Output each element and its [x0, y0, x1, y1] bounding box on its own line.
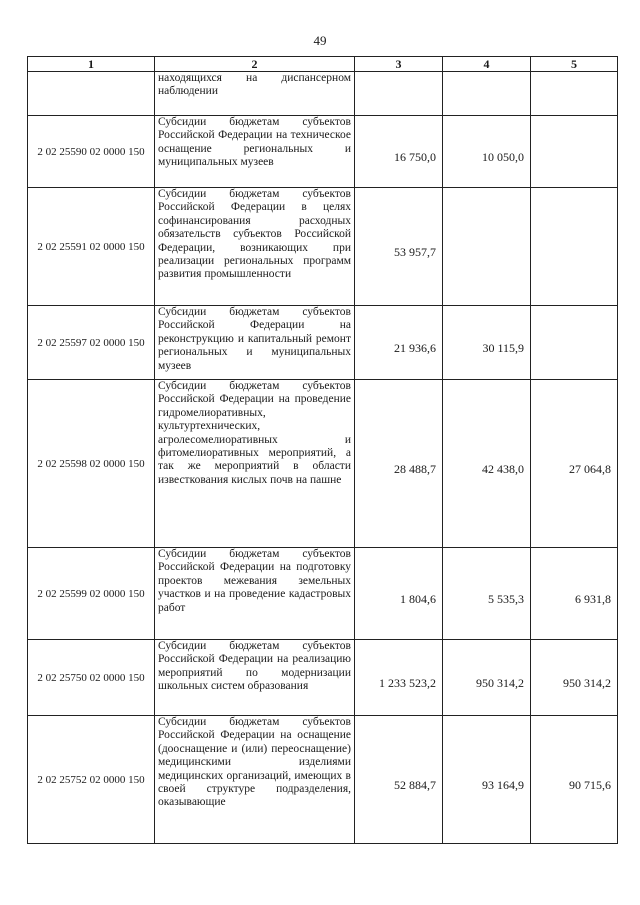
- column-header-1: 1: [28, 57, 155, 72]
- value-col-3: 16 750,0: [355, 116, 443, 188]
- page-number: 49: [313, 33, 327, 48]
- value-col-5: 950 314,2: [531, 640, 618, 716]
- column-header-3: 3: [355, 57, 443, 72]
- value-col-3: 52 884,7: [355, 716, 443, 844]
- table-header-row: [28, 57, 618, 72]
- value-col-5: [531, 188, 618, 306]
- value-col-3: 53 957,7: [355, 188, 443, 306]
- column-header-4: 4: [443, 57, 531, 72]
- table-row: [28, 306, 618, 380]
- value-col-3: 28 488,7: [355, 380, 443, 548]
- budget-code: [28, 72, 155, 116]
- description: Субсидии бюджетам субъектов Российской Федерации на подготовку проектов межевания земельных участков и на проведение кадастровых работ: [155, 548, 355, 640]
- table-row: [28, 116, 618, 188]
- budget-code: 2 02 25597 02 0000 150: [28, 306, 155, 380]
- value-col-4: [443, 188, 531, 306]
- value-col-5: 90 715,6: [531, 716, 618, 844]
- description: Субсидии бюджетам субъектов Российской Федерации на техническое оснащение региональных и муниципальных музеев: [155, 116, 355, 188]
- value-col-5: [531, 72, 618, 116]
- table-row: [28, 188, 618, 306]
- budget-code: 2 02 25750 02 0000 150: [28, 640, 155, 716]
- budget-code: 2 02 25591 02 0000 150: [28, 188, 155, 306]
- value-col-5: [531, 306, 618, 380]
- budget-code: 2 02 25590 02 0000 150: [28, 116, 155, 188]
- value-col-4: [443, 72, 531, 116]
- description: находящихся на диспансерном наблюдении: [155, 72, 355, 116]
- table-row: [28, 640, 618, 716]
- value-col-4: 950 314,2: [443, 640, 531, 716]
- table-row: [28, 716, 618, 844]
- value-col-4: 5 535,3: [443, 548, 531, 640]
- value-col-3: 1 233 523,2: [355, 640, 443, 716]
- table-row: [28, 380, 618, 548]
- table-row: [28, 548, 618, 640]
- budget-code: 2 02 25599 02 0000 150: [28, 548, 155, 640]
- description: Субсидии бюджетам субъектов Российской Федерации на реализацию мероприятий по модернизации школьных систем образования: [155, 640, 355, 716]
- description: Субсидии бюджетам субъектов Российской Федерации на реконструкцию и капитальный ремонт региональных и муниципальных музеев: [155, 306, 355, 380]
- budget-code: 2 02 25598 02 0000 150: [28, 380, 155, 548]
- description: Субсидии бюджетам субъектов Российской Федерации на оснащение (дооснащение и (или) переоснащение) медицинскими изделиями медицинских организаций, имеющих в своей структуре подразделения, оказывающие: [155, 716, 355, 844]
- value-col-5: 27 064,8: [531, 380, 618, 548]
- value-col-4: 42 438,0: [443, 380, 531, 548]
- description: Субсидии бюджетам субъектов Российской Федерации в целях софинансирования расходных обязательств субъектов Российской Федерации, возникающих при реализации региональных программ развития промышленности: [155, 188, 355, 306]
- value-col-3: 21 936,6: [355, 306, 443, 380]
- column-header-2: 2: [155, 57, 355, 72]
- value-col-5: [531, 116, 618, 188]
- value-col-5: 6 931,8: [531, 548, 618, 640]
- column-header-5: 5: [531, 57, 618, 72]
- value-col-4: 30 115,9: [443, 306, 531, 380]
- value-col-3: 1 804,6: [355, 548, 443, 640]
- value-col-3: [355, 72, 443, 116]
- description: Субсидии бюджетам субъектов Российской Федерации на проведение гидромелиоративных, культуртехнических, агролесомелиоративных и фитомелиоративных мероприятий, а так же мероприятий в области известкования кислых почв на пашне: [155, 380, 355, 548]
- budget-table: [27, 56, 618, 844]
- table-row: [28, 72, 618, 116]
- value-col-4: 93 164,9: [443, 716, 531, 844]
- value-col-4: 10 050,0: [443, 116, 531, 188]
- budget-code: 2 02 25752 02 0000 150: [28, 716, 155, 844]
